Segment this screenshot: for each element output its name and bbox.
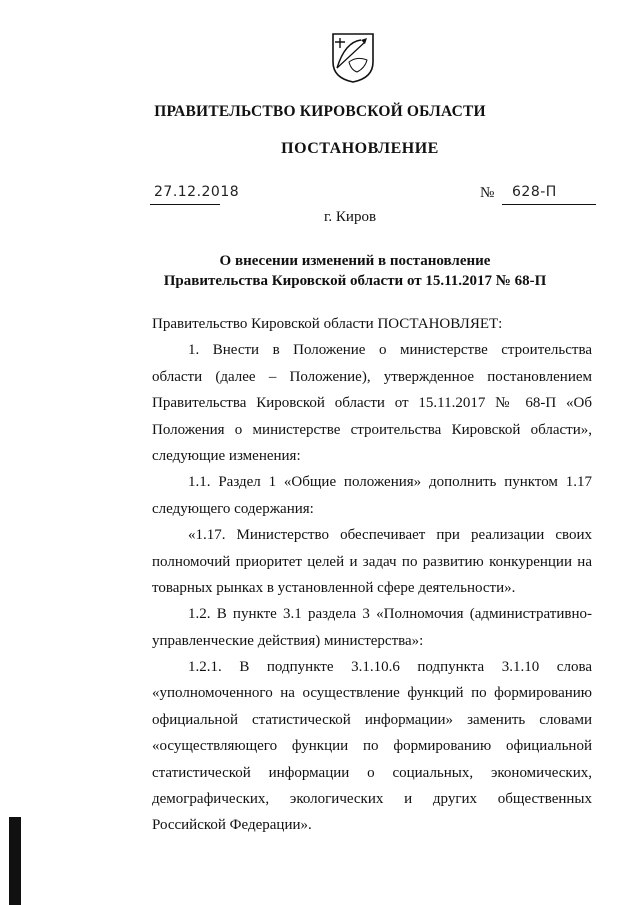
body-line: «осуществляющего функции по формированию официальной — [152, 738, 592, 755]
coat-of-arms-emblem — [331, 32, 375, 84]
body-line: области (далее – Положение), утвержденное постановлением — [152, 368, 592, 385]
body-line: полномочий приоритет целей и задач по развитию конкуренции на — [152, 553, 592, 570]
subject-line: О внесении изменений в постановление — [219, 253, 491, 269]
handwritten-number: 628-П — [512, 184, 557, 200]
body-line: 1. Внести в Положение о министерстве строительства — [188, 342, 592, 359]
date-field — [150, 184, 240, 205]
body-line: Правительства Кировской области от 15.11.2017 № 68-П «Об — [152, 395, 592, 412]
city-line: г. Киров — [323, 209, 377, 225]
body-line: 1.2.1. В подпункте 3.1.10.6 подпункта 3.1.10 слова — [188, 659, 592, 676]
body-line: демографических, экологических и других общественных — [152, 791, 592, 808]
scan-margin-mark — [9, 817, 21, 905]
number-field — [502, 184, 596, 205]
subject-heading — [0, 251, 640, 291]
subject-line: Правительства Кировской области от 15.11.2017 № 68-П — [163, 273, 547, 289]
body-line: 1.1. Раздел 1 «Общие положения» дополнить пунктом 1.17 — [188, 474, 592, 491]
body-line: «1.17. Министерство обеспечивает при реализации своих — [188, 527, 592, 544]
preamble: Правительство Кировской области ПОСТАНОВЛЯЕТ: — [152, 316, 503, 332]
government-title: ПРАВИТЕЛЬСТВО КИРОВСКОЙ ОБЛАСТИ — [154, 103, 486, 120]
body-line: следующие изменения: — [152, 447, 301, 464]
body-line: Положения о министерстве строительства Кировской области», — [152, 421, 592, 438]
body-line: Российской Федерации». — [152, 817, 312, 834]
body-line: товарных рынках в установленной сфере деятельности». — [152, 579, 516, 596]
body-line: следующего содержания: — [152, 500, 314, 517]
body-line: 1.2. В пункте 3.1 раздела 3 «Полномочия (административно- — [188, 606, 592, 623]
body-line: управленческие действия) министерства»: — [152, 632, 424, 649]
body-line: «уполномоченного на осуществление функций по формированию — [152, 685, 592, 702]
document-type-title: ПОСТАНОВЛЕНИЕ — [281, 140, 439, 157]
body-line: статистической информации о социальных, экономических, — [152, 764, 592, 781]
number-sign: № — [480, 185, 495, 201]
handwritten-date: 27.12.2018 — [154, 184, 240, 200]
resolution-body — [152, 311, 592, 839]
body-line: официальной статистической информации» заменить словами — [152, 711, 592, 728]
